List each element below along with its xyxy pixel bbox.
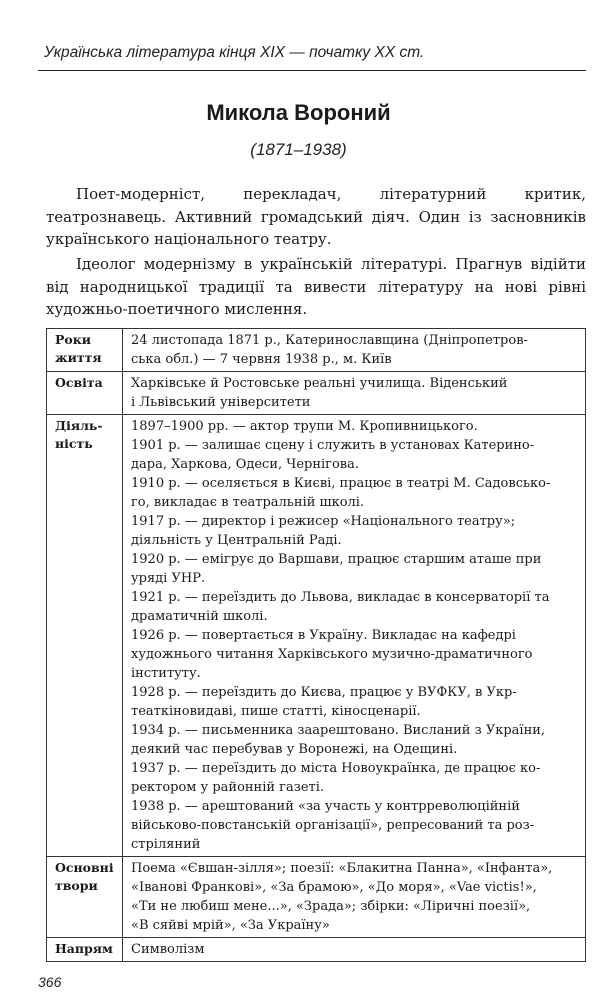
row-content: Харківське й Ростовське реальні училища. Віденський і Львівський університети bbox=[123, 372, 586, 415]
table-row-works bbox=[47, 857, 586, 938]
running-header bbox=[38, 42, 586, 71]
page-number: 366 bbox=[38, 974, 62, 990]
intro-paragraph-1: Поет-модерніст, перекладач, літературний критик, театрознавець. Активний громадський діяч. Один із засновників українського національного театру. bbox=[46, 185, 586, 248]
table-row-birth bbox=[47, 329, 586, 372]
table-row-activity bbox=[47, 415, 586, 857]
running-title: Українська література кінця XIX — початку XX ст. bbox=[44, 44, 425, 61]
row-content: Поема «Євшан-зілля»; поезії: «Блакитна Панна», «Інфанта», «Іванові Франкові», «За брамою», «До моря», «Vae victis!», «Ти не любиш мене...», «Зрада»; збірки: «Ліричні поезії», «В сяйві мрій», «За Україну» bbox=[123, 857, 586, 938]
row-content: 24 листопада 1871 р., Катеринославщина (Дніпропетров- ська обл.) — 7 червня 1938 р., м. Київ bbox=[123, 329, 586, 372]
table-row-movement bbox=[47, 938, 586, 962]
row-label: Основні твори bbox=[47, 857, 123, 938]
author-name: Микола Вороний bbox=[206, 100, 391, 125]
row-label: Напрям bbox=[47, 938, 123, 962]
biography-table bbox=[46, 328, 586, 962]
life-years: (1871–1938) bbox=[250, 140, 347, 159]
intro-paragraph-2: Ідеолог модернізму в українській літературі. Прагнув відійти від народницької традиції та вивести літературу на нові рівні художньо-поетичного мислення. bbox=[46, 255, 586, 318]
row-label: Освіта bbox=[47, 372, 123, 415]
row-label: Роки життя bbox=[47, 329, 123, 372]
row-content: 1897–1900 рр. — актор трупи М. Кропивницького. 1901 р. — залишає сцену і служить в установах Катерино- дара, Харкова, Одеси, Чернігова. 1910 р. — оселяється в Києві, працює в театрі М. Садовсько- го, викладає в театральній школі. 1917 р. — директор і режисер «Національного театру»; діяльність у Центральній Раді. 1920 р. — емігрує до Варшави, працює старшим аташе при уряді УНР. 1921 р. — переїздить до Львова, викладає в консерваторії та драматичній школі. 1926 р. — повертається в Україну. Викладає на кафедрі художнього читання Харківського музично-драматичного інституту. 1928 р. — переїздить до Києва, працює у ВУФКУ, в Укр- театкіновидаві, пише статті, кіносценарії. 1934 р. — письменника заарештовано. Висланий з України, деякий час перебував у Воронежі, на Одещині. 1937 р. — переїздить до міста Новоукраїнка, де працює ко- ректором у районній газеті. 1938 р. — арештований «за участь у контрреволюційній військово-повстанській організації», репресований та роз- стріляний bbox=[123, 415, 586, 857]
row-content: Символізм bbox=[123, 938, 586, 962]
row-label: Діяль- ність bbox=[47, 415, 123, 857]
table-row-education bbox=[47, 372, 586, 415]
